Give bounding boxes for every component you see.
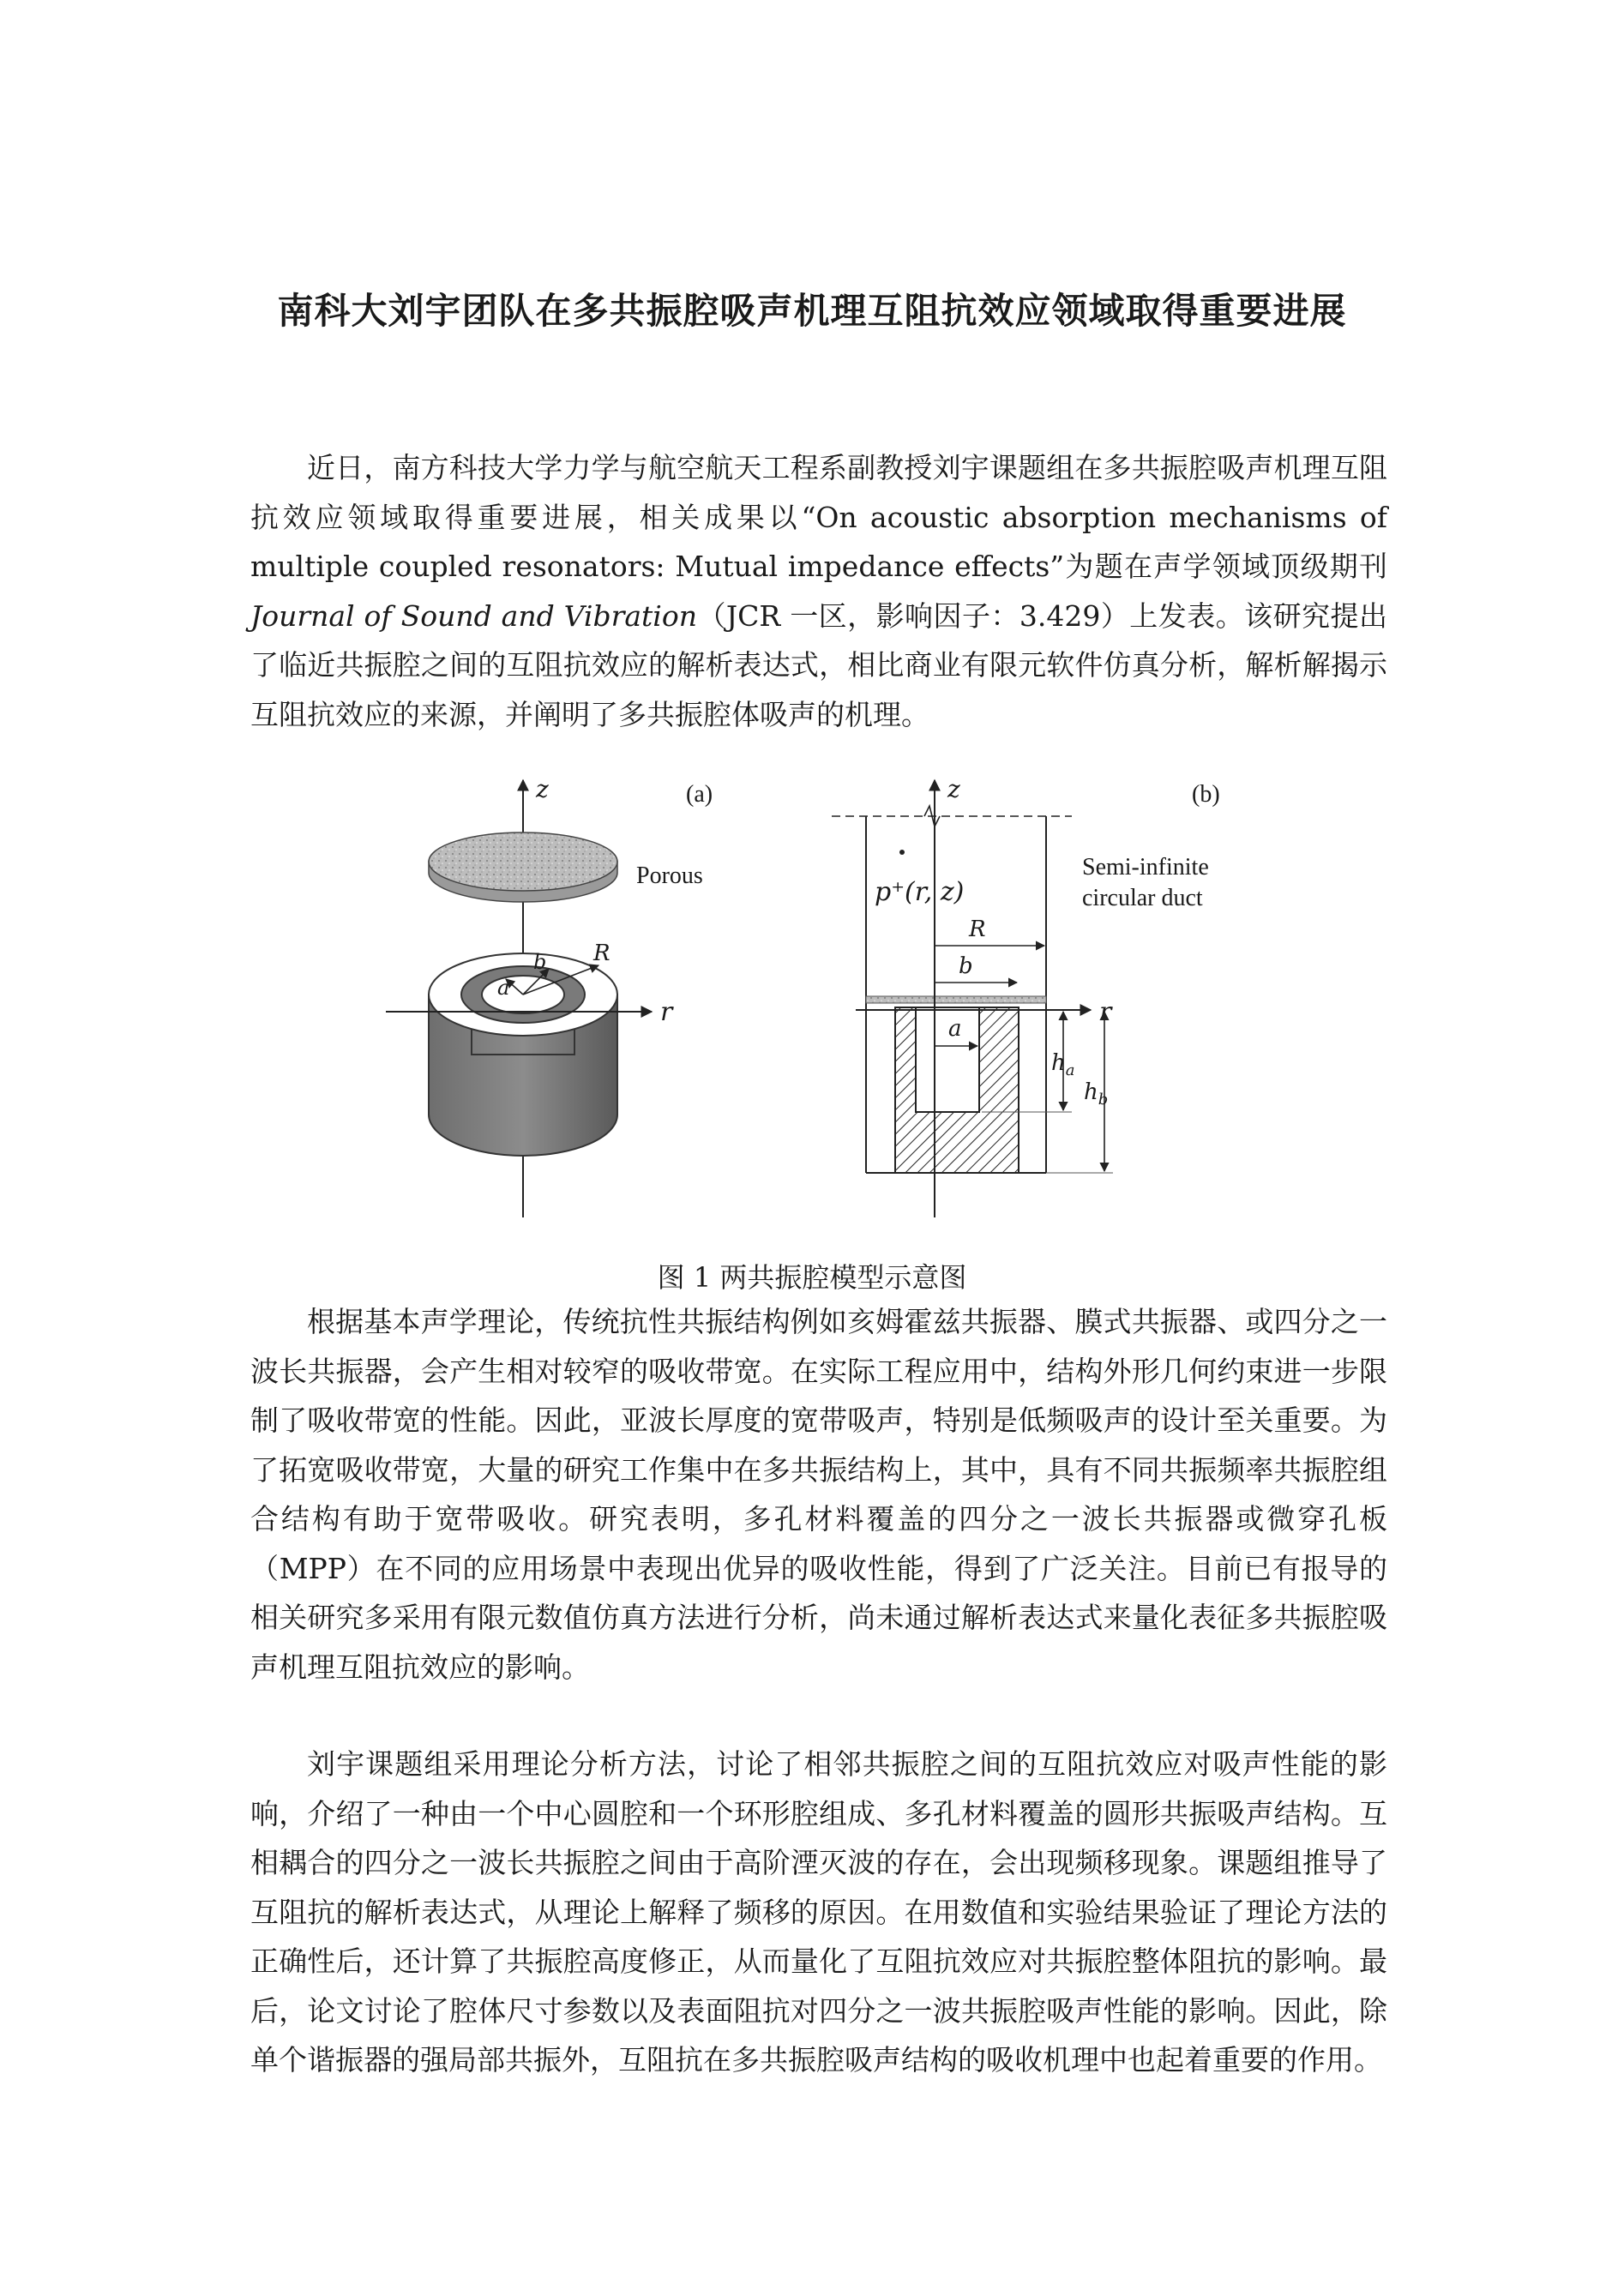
panel-b-dim-b: b — [959, 953, 973, 979]
panel-a-r-label: r — [660, 997, 673, 1027]
pressure-label: p⁺(r, z) — [875, 877, 965, 907]
panel-b-dim-a: a — [948, 1016, 962, 1042]
intro-text-part2: （JCR 一区，影响因子：3.429）上发表。该研究提出了临近共振腔之间的互阻抗效应的解析表达式，相比商业有限元软件仿真分析，解析解揭示互阻抗效应的来源，并阐明了多共振腔体吸声的机理。 — [250, 598, 1387, 731]
panel-a-label: (a) — [686, 781, 713, 808]
duct-label-line1: Semi-infinite — [1082, 854, 1209, 881]
panel-a-dim-b: b — [533, 950, 547, 974]
porous-label: Porous — [636, 863, 703, 889]
intro-text-part1: 近日，南方科技大学力学与航空航天工程系副教授刘宇课题组在多共振腔吸声机理互阻抗效应领域取得重要进展，相关成果以“On acoustic absorption mechanisms of multiple coupled resonators: Mutual impedance effects”为题在声学领域顶级期刊 — [250, 451, 1387, 583]
panel-b-label: (b) — [1192, 781, 1220, 808]
panel-a-z-label: z — [536, 775, 549, 803]
panel-a-dim-R: R — [593, 941, 611, 966]
intro-paragraph — [250, 443, 1387, 739]
panel-b-dim-R: R — [969, 917, 986, 942]
porous-disc — [429, 832, 617, 891]
panel-b-z-label: z — [947, 775, 960, 803]
porous-layer — [866, 996, 1046, 1003]
body-paragraph-2: 根据基本声学理论，传统抗性共振结构例如亥姆霍兹共振器、膜式共振器、或四分之一波长共振器，会产生相对较窄的吸收带宽。在实际工程应用中，结构外形几何约束进一步限制了吸收带宽的性能。因此，亚波长厚度的宽带吸声，特别是低频吸声的设计至关重要。为了拓宽吸收带宽，大量的研究工作集中在多共振结构上，其中，具有不同共振频率共振腔组合结构有助于宽带吸收。研究表明，多孔材料覆盖的四分之一波长共振器或微穿孔板（MPP）在不同的应用场景中表现出优异的吸收性能，得到了广泛关注。目前已有报导的相关研究多采用有限元数值仿真方法进行分析，尚未通过解析表达式来量化表征多共振腔吸声机理互阻抗效应的影响。 — [250, 1305, 1387, 1684]
panel-b-dim-ha: $h_a$ — [1051, 1050, 1075, 1079]
panel-a — [386, 775, 713, 1217]
figure-1 — [369, 763, 1415, 1243]
page-title: 南科大刘宇团队在多共振腔吸声机理互阻抗效应领域取得重要进展 — [277, 290, 1347, 332]
figure-caption: 图 1 两共振腔模型示意图 — [657, 1261, 967, 1294]
duct-label-line2: circular duct — [1082, 885, 1203, 911]
panel-b-dim-hb: $h_b$ — [1084, 1079, 1109, 1109]
panel-b-r-label: r — [1099, 997, 1112, 1027]
pressure-point — [899, 850, 905, 855]
body-paragraph-3: 刘宇课题组采用理论分析方法，讨论了相邻共振腔之间的互阻抗效应对吸声性能的影响，介绍了一种由一个中心圆腔和一个环形腔组成、多孔材料覆盖的圆形共振吸声结构。互相耦合的四分之一波长共振腔之间由于高阶湮灭波的存在，会出现频移现象。课题组推导了互阻抗的解析表达式，从理论上解释了频移的原因。在用数值和实验结果验证了理论方法的正确性后，还计算了共振腔高度修正，从而量化了互阻抗效应对共振腔整体阻抗的影响。最后，论文讨论了腔体尺寸参数以及表面阻抗对四分之一波共振腔吸声性能的影响。因此，除单个谐振器的强局部共振外，互阻抗在多共振腔吸声结构的吸收机理中也起着重要的作用。 — [250, 1747, 1387, 2077]
panel-b — [832, 775, 1220, 1217]
journal-name: Journal of Sound and Vibration — [250, 598, 697, 633]
figure-1-drawing — [369, 763, 1415, 1243]
panel-a-dim-a: a — [497, 976, 510, 1000]
break-symbol — [924, 806, 940, 826]
